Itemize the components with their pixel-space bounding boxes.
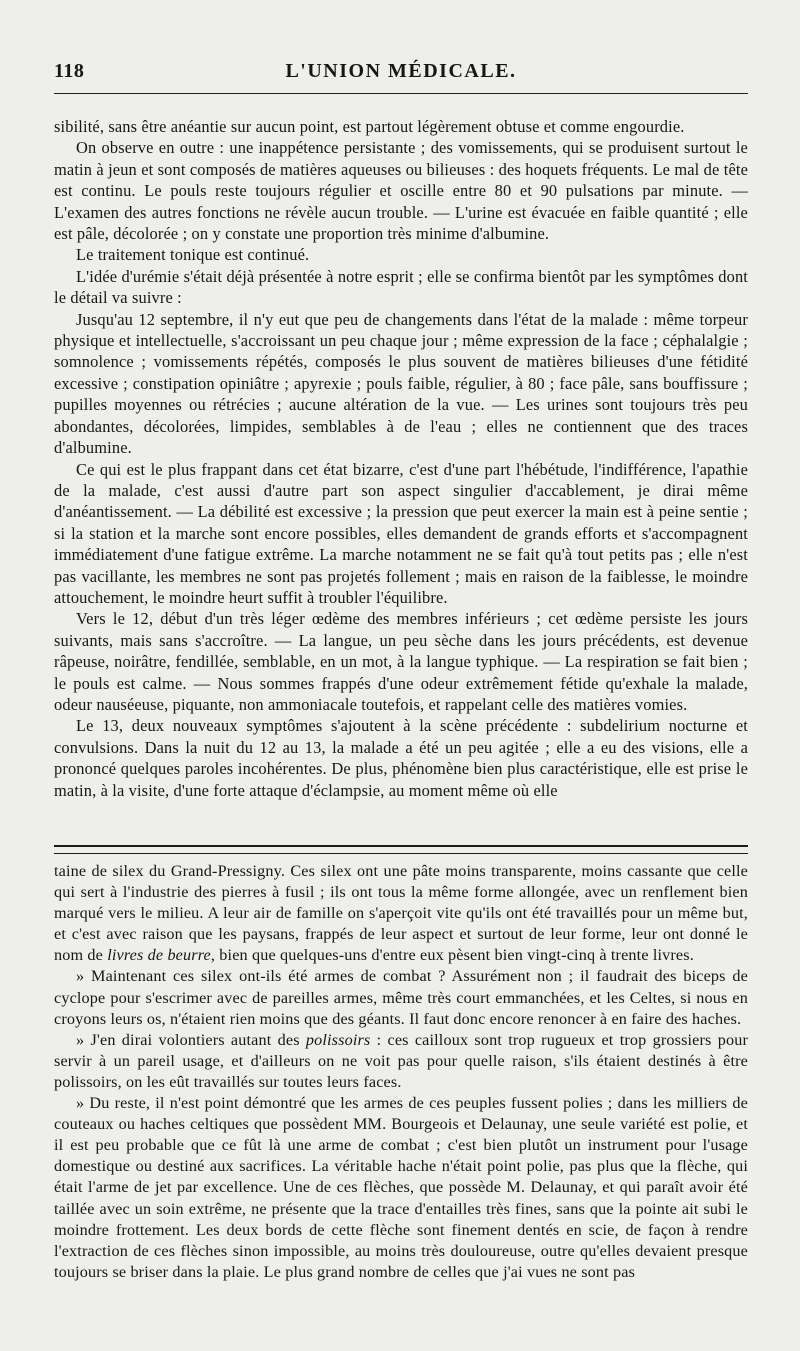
paragraph: Ce qui est le plus frappant dans cet état bizarre, c'est d'une part l'hébétude, l'indifférence, l'apathie de la malade, c'est aussi d'autre part son aspect singulier d'accablement, je dirai même d'anéantissement. — La débilité est excessive ; la pression que peut exercer la main est à peine sentie ; si la station et la marche sont encore possibles, elles demandent de grands efforts et s'accompagnent immédiatement d'une fatigue extrême. La marche notamment ne se fait qu'à tout petits pas ; elle n'est pas vacillante, les membres ne sont pas projetés follement ; mais en raison de la faiblesse, le moindre attouchement, le moindre heurt suffit à troubler l'équilibre. <box>54 459 748 607</box>
text-run: : ces cailloux sont trop rugueux et trop grossiers pour servir à un pareil usage, et d'ailleurs on ne voit pas pour quelle raison, s'ils étaient destinés à être polissoirs, on les eût travaillés sur toutes leurs faces. <box>54 1030 748 1091</box>
italic-term: livres de beurre <box>107 946 211 965</box>
paragraph: Jusqu'au 12 septembre, il n'y eut que peu de changements dans l'état de la malade : même torpeur physique et intellectuelle, s'accroissant un peu chaque jour ; même expression de la face ; céphalalgie ; somnolence ; vomissements répétés, composés le plus souvent de matières bilieuses d'une fétidité excessive ; constipation opiniâtre ; apyrexie ; pouls faible, régulier, à 80 ; face pâle, sans bouffissure ; pupilles moyennes ou rétrécies ; aucune altération de la vue. — Les urines sont toujours très peu abondantes, décolorées, limpides, semblables à de l'eau ; elles ne contiennent que des traces d'albumine. <box>54 309 748 458</box>
feuilleton-separator-thin <box>54 853 748 854</box>
paragraph: Le 13, deux nouveaux symptômes s'ajoutent à la scène précédente : subdelirium nocturne et convulsions. Dans la nuit du 12 au 13, la malade a été un peu agitée ; elle a eu des visions, elle a prononcé quelques paroles incohérentes. De plus, phénomène bien plus caractéristique, elle est prise le matin, à la visite, d'une forte attaque d'éclampsie, au moment même où elle <box>54 716 748 800</box>
paragraph: On observe en outre : une inappétence persistante ; des vomissements, qui se produisent surtout le matin à jeun et sont composés de matières aqueuses ou bilieuses : des hoquets fréquents. Le mal de tête est continu. Le pouls reste toujours régulier et oscille entre 80 et 90 pulsations par minute. — L'examen des autres fonctions ne révèle aucun trouble. — L'urine est évacuée en faible quantité ; elle est pâle, décolorée ; on y constate une proportion très minime d'albumine. <box>54 138 748 244</box>
paragraph: L'idée d'urémie s'était déjà présentée à notre esprit ; elle se confirma bientôt par les symptômes dont le détail va suivre : <box>54 266 748 308</box>
feuilleton-paragraph <box>54 1030 748 1093</box>
feuilleton-paragraph: » Du reste, il n'est point démontré que les armes de ces peuples fussent polies ; dans les milliers de couteaux ou haches celtiques que possèdent MM. Bourgeois et Delaunay, une seule variété est polie, et il est peu probable que ce fût là une arme de combat ; c'est bien plutôt un instrument pour l'usage domestique ou destiné aux sacrifices. La véritable hache n'était point polie, pas plus que la flèche, qui était l'arme de jet par excellence. Une de ces flèches, que possède M. Delaunay, et qui paraît avoir été taillée avec un soin extrême, ne présente que la trace d'entailles très fines, sans que la pointe ait subi le moindre frottement. Les deux bords de cette flèche sont finement dentés en scie, de façon à rendre l'extraction de ces flèches sinon impossible, au moins très douloureuse, outre qu'elles devaient presque toujours se briser dans la plaie. Le plus grand nombre de celles que j'ai vues ne sont pas <box>54 1094 748 1281</box>
paragraph: Le traitement tonique est continué. <box>76 245 310 265</box>
page-header <box>54 60 748 88</box>
paragraph: sibilité, sans être anéantie sur aucun point, est partout légèrement obtuse et comme engourdie. <box>54 117 685 136</box>
paragraph: Vers le 12, début d'un très léger œdème des membres inférieurs ; cet œdème persiste les jours suivants, mais sans s'accroître. — La langue, un peu sèche dans les jours précédents, est devenue râpeuse, noirâtre, fendillée, semblable, en un mot, à la langue typhique. — La respiration se fait bien ; le pouls est calme. — Nous sommes frappés d'une odeur extrêmement fétide qu'exhale la malade, odeur nauséeuse, piquante, non ammoniacale toutefois, et rappelant celle des matières vomies. <box>54 609 748 714</box>
text-run: taine de silex du Grand-Pressigny. Ces silex ont une pâte moins transparente, moins cassante que celle qui sert à l'industrie des pierres à fusil ; ils ont tous la même forme allongée, avec un renflement bien marqué vers le milieu. A leur air de famille on s'aperçoit vite qu'ils ont été travaillés pour un même but, et c'est avec raison que les paysans, frappés de leur aspect et surtout de leur forme, leur ont donné le nom de <box>54 862 748 965</box>
page-number: 118 <box>54 60 85 82</box>
text-run: » J'en dirai volontiers autant des <box>76 1030 306 1049</box>
text-run: , bien que quelques-uns d'entre eux pèsent bien vingt-cinq à trente livres. <box>210 946 694 965</box>
italic-term: polissoirs <box>305 1030 371 1049</box>
feuilleton-paragraph: » Maintenant ces silex ont-ils été armes de combat ? Assurément non ; il faudrait des biceps de cyclope pour s'escrimer avec de pareilles armes, même très court emmanchées, et les Celtes, si nous en croyons leurs os, n'étaient rien moins que des géants. Il faut donc encore renoncer à en faire des haches. <box>54 967 748 1028</box>
feuilleton-paragraph <box>54 861 748 966</box>
journal-title: L'UNION MÉDICALE. <box>285 60 517 82</box>
feuilleton-column <box>54 861 748 1325</box>
feuilleton-separator <box>54 845 748 847</box>
header-rule <box>54 93 748 94</box>
main-column <box>54 116 748 838</box>
